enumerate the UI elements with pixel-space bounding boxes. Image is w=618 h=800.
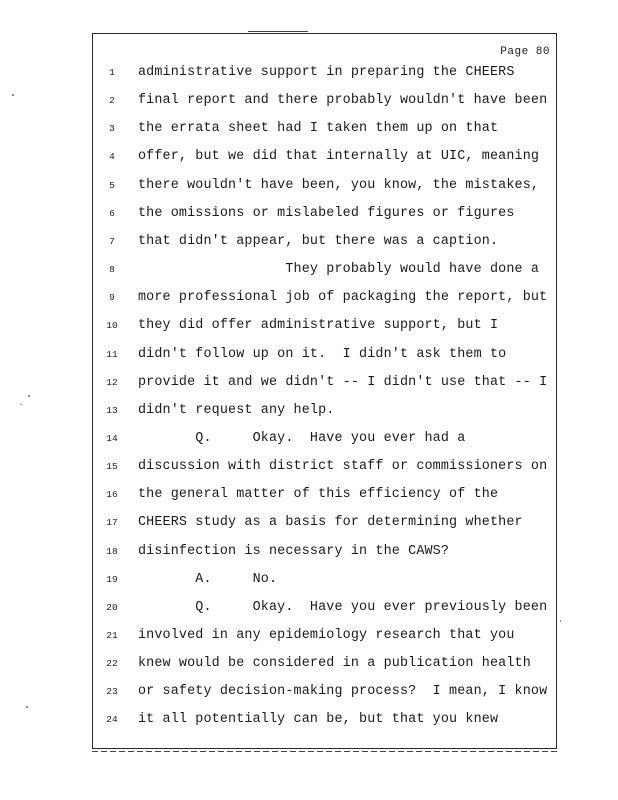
line-number: 5 (109, 179, 115, 191)
line-number: 1 (109, 67, 115, 78)
line-text: CHEERS study as a basis for determining whether (138, 515, 523, 531)
line-text: more professional job of packaging the report, but (138, 290, 548, 306)
transcript-line (93, 600, 556, 620)
transcript-line (93, 712, 556, 732)
line-number: 19 (106, 573, 118, 585)
transcript-line (93, 262, 556, 282)
line-number: 16 (106, 489, 118, 501)
line-text: provide it and we didn't -- I didn't use that -- I (138, 374, 548, 390)
line-number: 15 (106, 461, 118, 473)
transcript-line (93, 347, 556, 367)
line-number: 3 (109, 123, 115, 135)
transcript-line (93, 656, 556, 676)
line-text: involved in any epidemiology research that you (138, 628, 515, 643)
line-number: 6 (109, 207, 115, 219)
line-number: 13 (106, 404, 118, 416)
line-number: 9 (109, 292, 115, 304)
line-number: 11 (106, 348, 118, 360)
line-text: Q. Okay. Have you ever had a (138, 430, 466, 446)
page-number-label: Page 80 (500, 46, 550, 58)
transcript-line (93, 375, 556, 395)
scan-speck (28, 395, 30, 397)
scan-speck (12, 94, 14, 96)
transcript-line (93, 572, 556, 592)
scan-speck (26, 706, 28, 708)
transcript-line (93, 515, 556, 535)
line-text: or safety decision-making process? I mean, I know (138, 684, 548, 700)
line-number: 20 (106, 601, 118, 613)
line-text: Q. Okay. Have you ever previously been (138, 599, 548, 615)
line-text: offer, but we did that internally at UIC, meaning (138, 149, 540, 165)
transcript-line (93, 684, 556, 704)
line-text: A. No. (138, 571, 278, 587)
transcript-line (93, 431, 556, 451)
line-text: final report and there probably wouldn't have been (138, 93, 548, 109)
scan-speck (560, 620, 561, 622)
line-number: 7 (109, 235, 115, 247)
transcript-line (93, 93, 556, 113)
line-number: 10 (106, 320, 118, 332)
line-text: They probably would have done a (138, 262, 540, 278)
line-text: disinfection is necessary in the CAWS? (138, 543, 450, 559)
line-text: they did offer administrative support, but I (138, 318, 499, 334)
line-text: didn't follow up on it. I didn't ask them to (138, 346, 507, 362)
line-number: 17 (106, 517, 118, 529)
line-text: knew would be considered in a publication health (138, 656, 531, 672)
transcript-line (93, 290, 556, 310)
line-text: discussion with district staff or commissioners on (138, 459, 548, 475)
transcript-line (93, 178, 556, 198)
transcript-line (93, 628, 556, 648)
line-number: 21 (106, 630, 118, 641)
line-number: 8 (109, 264, 115, 276)
transcript-line (93, 65, 556, 85)
line-number: 4 (109, 151, 115, 163)
transcript-line (93, 459, 556, 479)
scan-speck (20, 404, 22, 405)
bottom-scan-rule (92, 751, 558, 752)
line-text: administrative support in preparing the CHEERS (138, 65, 515, 80)
transcript-line (93, 403, 556, 423)
line-text: the general matter of this efficiency of the (138, 487, 499, 503)
transcript-line (93, 121, 556, 141)
line-text: that didn't appear, but there was a caption. (138, 233, 499, 249)
transcript-line (93, 234, 556, 254)
transcript-line (93, 487, 556, 507)
transcript-page (92, 33, 557, 749)
line-number: 22 (106, 658, 118, 670)
line-number: 14 (106, 432, 118, 444)
transcript-line (93, 318, 556, 338)
line-text: it all potentially can be, but that you knew (138, 712, 499, 728)
line-text: there wouldn't have been, you know, the mistakes, (138, 177, 540, 193)
line-number: 18 (106, 545, 118, 557)
line-number: 23 (106, 686, 118, 698)
transcript-line (93, 149, 556, 169)
line-number: 12 (106, 376, 118, 388)
transcript-line (93, 544, 556, 564)
line-text: didn't request any help. (138, 402, 335, 418)
line-text: the omissions or mislabeled figures or figures (138, 205, 515, 221)
line-number: 2 (109, 95, 115, 107)
transcript-line (93, 206, 556, 226)
line-number: 24 (106, 714, 118, 726)
line-text: the errata sheet had I taken them up on that (138, 121, 499, 137)
top-scan-rule (248, 31, 308, 32)
